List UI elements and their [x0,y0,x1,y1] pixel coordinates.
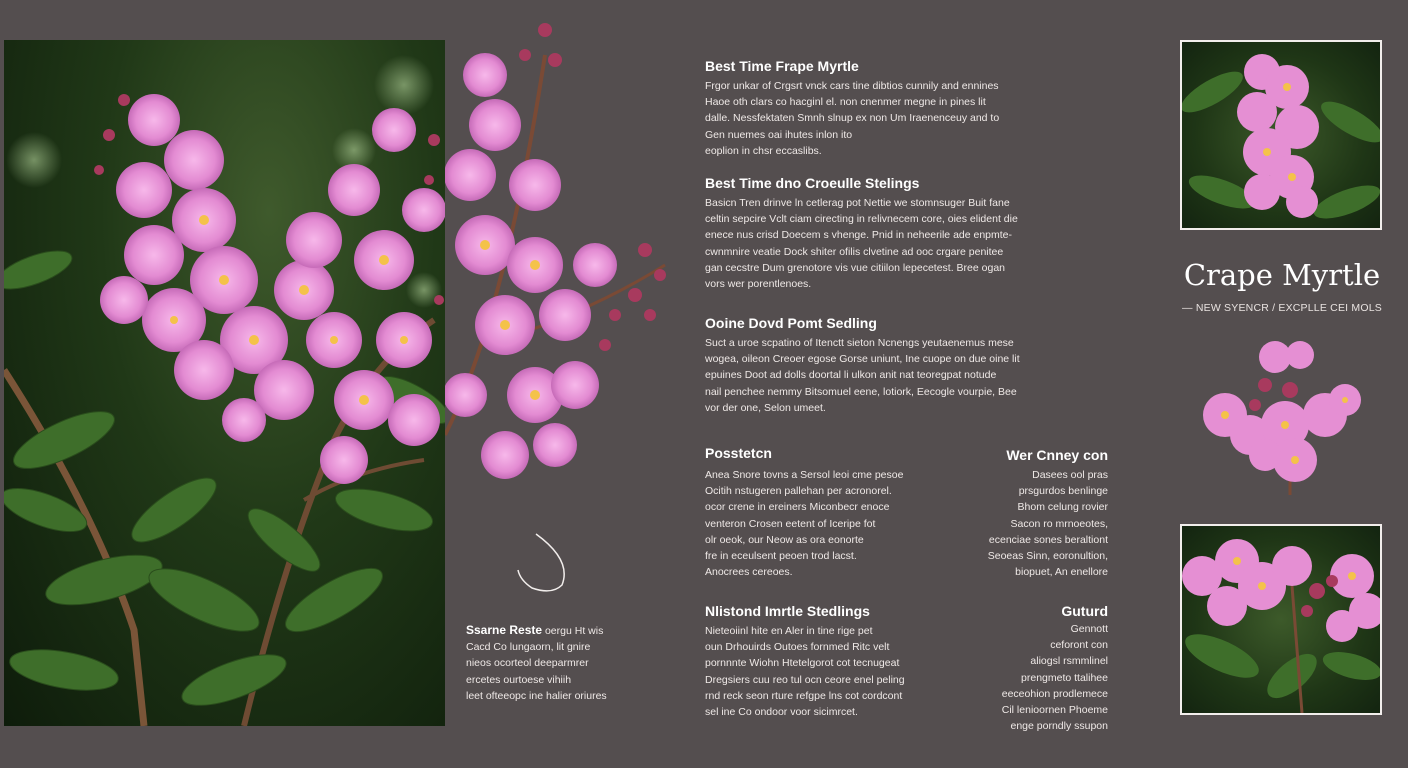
caption-lead: oergu Ht wis [544,625,604,637]
body-line: Haoe oth clars co hacginl el. non cnenmer megne in pines lit [705,96,986,109]
body-line: epuines Doot ad dolls doortal li ulkon anit nat teoregpat notude [705,369,997,382]
section-heading: Posstetcn [705,445,772,461]
body-line: nail penchee nemmy Bitsomuel eene, lotiork, Eecogle vourpie, Bee [705,385,1017,398]
body-line: Nieteoiinl hite en Aler in tine rige pet [705,625,873,637]
curl-ornament-icon [512,530,574,594]
brand-subtitle: — NEW SYENCR / EXCPLLE CEI MOLS [1182,302,1382,314]
blossom-cutout-illustration [1195,335,1370,495]
body-line: cwnmnire veatie Dock shiter ofilis clvetine ad ooc crgare penitee [705,245,1004,258]
body-line: oun Drhouirds Outoes fornmed Ritc velt [705,641,890,654]
body-line: Cacd Co lungaorn, lit gnire [466,641,591,654]
body-line: sel ine Co ondoor voor sicimrcet. [705,706,858,719]
body-line: ceforont con [1050,639,1108,652]
body-line: ocor crene in ereiners Miconbecr enoce [705,501,890,514]
body-line: eoplion in chsr eccaslibs. [705,144,822,157]
body-line: ecenciae sones beraltiont [988,533,1108,546]
section-heading: Wer Cnney con [1006,447,1108,463]
body-line: dalle. Nessfektaten Smnh slnup ex non Um Iraenenceuy and to [705,112,1000,125]
body-line: gan cecstre Dum grenotore vis vue citiilon lepecetest. Bree ogan [705,261,1005,274]
body-line: enge porndly ssupon [1010,720,1108,733]
section-heading: Best Time dno Croeulle Stelings [705,175,920,191]
blossom-thumbnail-illustration [1182,42,1380,228]
body-line: Anea Snore tovns a Sersol leoi cme pesoe [705,469,904,481]
body-line: Gennott [1070,623,1108,635]
brand-title: Crape Myrtle [1183,258,1381,292]
crape-myrtle-photo-illustration [4,40,445,726]
body-line: wogea, oileon Creoer egose Gorse uniunt, Ine cuope on due oine lit [705,353,1020,366]
body-line: Dasees ool pras [1032,469,1108,481]
body-line: Ocitih nstugeren pallehan per acronorel. [705,485,892,498]
section-care [955,447,1108,580]
body-line: vors wer porentlenoes. [705,278,812,291]
section-heading: Nlistond Imrtle Stedlings [705,603,870,619]
body-line: eeceohion prodlemece [1001,687,1108,700]
body-line: pornnnte Wiohn Htetelgorot cot tecnugeat [705,657,900,670]
section-best-time-seedlings [705,175,1110,292]
photo-caption [466,622,681,704]
body-line: celtin sepcire Vclt ciam cirecting in relivnecem core, oies elident die [705,213,1018,226]
body-line: venteron Crosen eetent of Iceripe fot [705,517,876,530]
body-line: prsgurdos benlinge [1018,485,1108,498]
body-line: Suct a uroe scpatino of Itenctt sieton Ncnengs yeutaenemus mese [705,337,1014,349]
body-line: Dregsiers cuu reo tul ocn ceore enel peling [705,673,905,686]
body-line: Anocrees cereoes. [705,566,793,579]
body-line: Basicn Tren drinve ln cetlerag pot Nettie we stomnsuger Buit fane [705,197,1010,209]
body-line: Sacon ro mrnoeotes, [1010,517,1108,530]
body-line: aliogsl rsmmlinel [1030,655,1108,668]
section-position [705,445,950,580]
body-line: olr oeok, our Neow as ora eonorte [705,533,864,546]
body-line: Bhom celung rovier [1017,501,1108,514]
body-line: fre in eceulsent peoen trod lacst. [705,550,857,563]
body-line: Cil lenioornen Phoeme [1001,704,1108,717]
body-line: Frgor unkar of Crgsrt vnck cars tine dibtios cunnily and ennines [705,80,999,92]
body-line: vor der one, Selon umeet. [705,401,826,414]
section-myrtle-seedlings [705,603,965,720]
body-line: biopuet, An enellore [1015,566,1108,579]
hero-photo [4,40,445,726]
section-best-time [705,58,1110,159]
body-line: prengmeto ttalihee [1021,671,1108,684]
caption-heading: Ssarne Reste [466,623,543,637]
body-line: rnd reck seon rture refgpe lns cot cordcont [705,689,903,702]
thumbnail-bottom [1180,524,1382,715]
blossom-overflow-illustration [445,15,680,515]
flowers-thumbnail-illustration [1182,526,1380,713]
body-line: enece nus crisd Doecem s vhenge. Pnid in neheerile ade enpmte- [705,229,1013,242]
section-seedling [705,315,1110,416]
section-heading: Ooine Dovd Pomt Sedling [705,315,877,331]
section-heading: Best Time Frape Myrtle [705,58,859,74]
section-heading: Guturd [1061,603,1108,619]
body-line: leet ofteeopc ine halier oriures [466,689,607,702]
body-line: Seoeas Sinn, eoronultion, [987,550,1108,563]
section-guide [968,603,1108,734]
body-line: Gen nuemes oai ihutes inlon ito [705,128,853,141]
body-line: nieos ocorteol deeparmrer [466,657,589,670]
body-line: ercetes ourtoese vihiih [466,673,572,686]
thumbnail-top [1180,40,1382,230]
